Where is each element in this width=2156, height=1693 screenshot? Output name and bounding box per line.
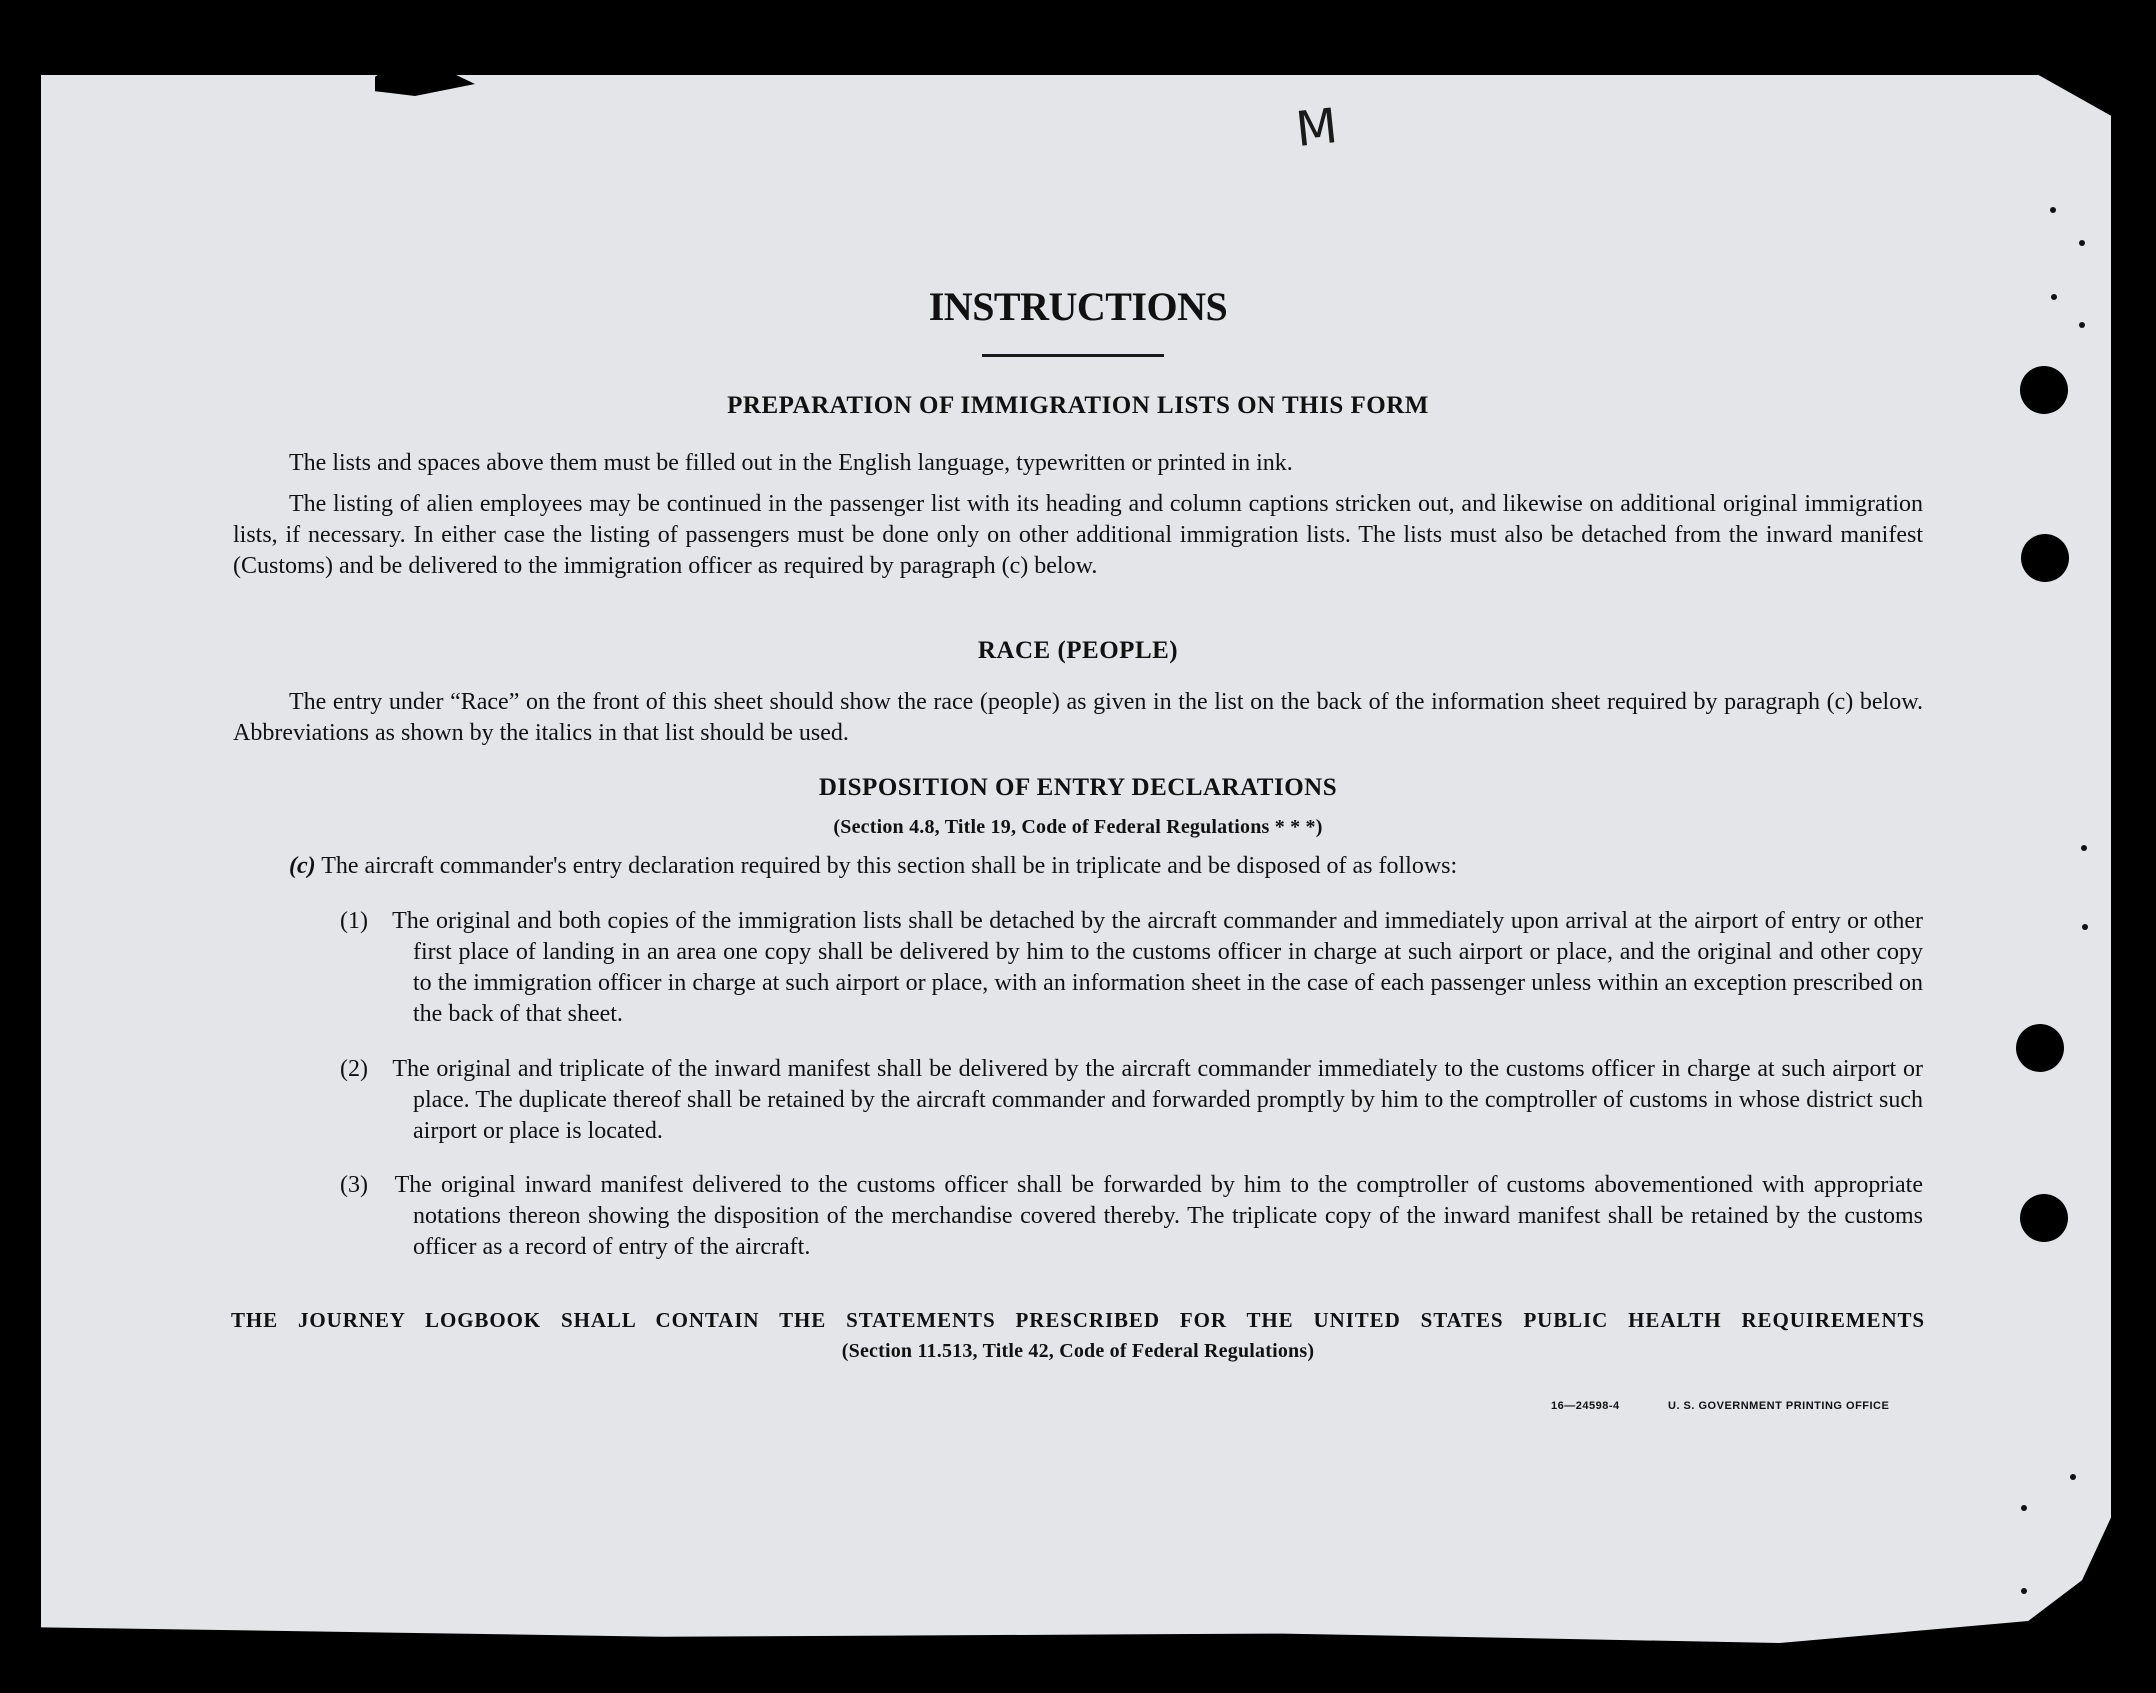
paragraph-c-text: The aircraft commander's entry declaration required by this section shall be in triplicate and be disposed of as follows: [321,853,1458,879]
handwritten-mark: M [1293,97,1341,159]
item-text: The original and triplicate of the inward manifest shall be delivered by the aircraft commander immediately to the customs officer in charge at such airport or place. The duplicate thereof shall be retained by the aircraft commander and forwarded promptly by him to the comptroller of customs in whose district such airport or place is located. [392,1056,1923,1144]
journey-citation: (Section 11.513, Title 42, Code of Federal Regulations) [841,1340,1315,1362]
race-heading: RACE (PEOPLE) [977,637,1179,664]
form-code: 16—24598-4 [1551,1400,1620,1412]
preparation-paragraph-1: The lists and spaces above them must be filled out in the English language, typewritten or printed in ink. [289,450,1293,476]
item-number: (3) [340,1172,368,1198]
title-underline [982,354,1164,357]
item-text: The original and both copies of the immigration lists shall be detached by the aircraft commander and immediately upon arrival at the airport of entry or other first place of landing in an area one copy shall be delivered by him to the customs officer in charge at such airport or place, and the original and other copy to the immigration officer in charge at such airport or place, with an information sheet in the case of each passenger unless within an exception prescribed on the back of that sheet. [392,908,1923,1027]
disposition-heading: DISPOSITION OF ENTRY DECLARATIONS [818,774,1338,801]
speck [2081,845,2087,851]
speck [2082,924,2088,930]
item-number: (2) [340,1056,368,1082]
disposition-citation: (Section 4.8, Title 19, Code of Federal Regulations * * *) [833,816,1323,838]
preparation-paragraph-2: The listing of alien employees may be continued in the passenger list with its heading and column captions stricken out, and likewise on additional original immigration lists, if necessary. In either case the listing of passengers must be done only on other additional immigration lists. The lists must also be detached from the inward manifest (Customs) and be delivered to the immigration officer as required by paragraph (c) below. [233,491,1923,579]
paragraph-c-label: (c) [289,853,316,879]
binder-hole [2020,1194,2068,1242]
item-number: (1) [340,908,368,934]
speck [2021,1588,2027,1594]
page-title: INSTRUCTIONS [928,284,1228,329]
disposition-item-3 [340,1170,1923,1263]
item-text: The original inward manifest delivered to the customs officer shall be forwarded by him to the comptroller of customs abovementioned with appropriate notations thereon showing the disposition of the merchandise covered thereby. The triplicate copy of the inward manifest shall be retained by the customs officer as a record of entry of the aircraft. [394,1172,1923,1260]
binder-hole [2016,1024,2064,1072]
disposition-item-1 [340,906,1923,1030]
preparation-heading: PREPARATION OF IMMIGRATION LISTS ON THIS FORM [727,392,1429,419]
paragraph-c [289,851,1923,882]
binder-hole [2021,534,2069,582]
speck [2021,1505,2027,1511]
speck [2070,1474,2076,1480]
disposition-item-2 [340,1054,1923,1147]
journey-logbook-statement: THE JOURNEY LOGBOOK SHALL CONTAIN THE STATEMENTS PRESCRIBED FOR THE UNITED STATES PUBLIC HEALTH REQUIREMENTS [231,1308,1925,1332]
bleed-through-text [470,138,492,172]
speck [2050,207,2056,213]
printer-imprint: U. S. GOVERNMENT PRINTING OFFICE [1668,1400,1890,1412]
race-paragraph: The entry under “Race” on the front of this sheet should show the race (people) as given in the list on the back of the information sheet required by paragraph (c) below. Abbreviations as shown by the italics in that list should be used. [233,689,1923,746]
speck [2079,240,2085,246]
